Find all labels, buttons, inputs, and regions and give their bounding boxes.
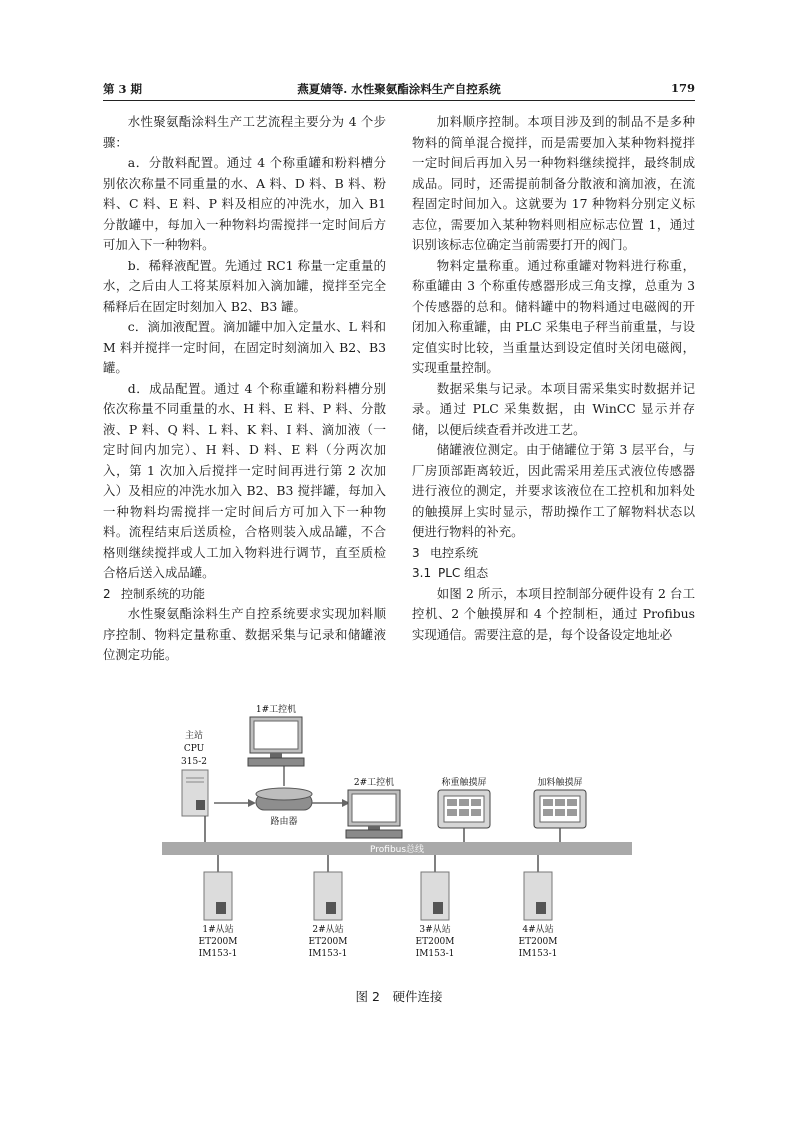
- ipc-2: [346, 776, 402, 838]
- step-c-paragraph: c．滴加液配置。滴加罐中加入定量水、L 料和 M 料并搅拌一定时间，在固定时刻滴加入 B2、B3 罐。: [103, 319, 386, 375]
- master-label-3: 315-2: [181, 757, 207, 767]
- master-station: [181, 729, 208, 842]
- running-title: 燕夏婧等. 水性聚氨酯涂料生产自控系统: [297, 82, 501, 96]
- slave-name: 1#从站: [202, 925, 234, 935]
- plc-config-paragraph: 如图 2 所示，本项目控制部分硬件设有 2 台工控机、2 个触摸屏和 4 个控制柜，通过 Profibus 实现通信。需要注意的是，每个设备设定地址必: [412, 585, 695, 642]
- slave-station: [416, 855, 455, 959]
- slave-stations: [199, 855, 558, 959]
- section-2-paragraph: 水性聚氨酯涂料生产自控系统要求实现加料顺序控制、物料定量称重、数据采集与记录和储罐液位测定功能。: [103, 606, 386, 662]
- section-2-heading: [103, 584, 386, 605]
- slave-model: ET200M: [415, 937, 455, 947]
- slave-model: ET200M: [198, 937, 238, 947]
- section-3-heading: [412, 543, 695, 564]
- hardware-connection-figure: [120, 700, 680, 1000]
- slave-name: 2#从站: [312, 925, 344, 935]
- intro-paragraph: 水性聚氨酯涂料生产工艺流程主要分为 4 个步骤：: [103, 114, 386, 150]
- router: [256, 788, 312, 827]
- master-label-1: 主站: [184, 731, 204, 741]
- slave-name: 4#从站: [522, 925, 554, 935]
- section-3-title: 电控系统: [430, 545, 479, 560]
- ipc1-label: 1#工控机: [255, 705, 297, 715]
- slave-module: IM153-1: [415, 949, 455, 959]
- page-number: 179: [670, 81, 695, 95]
- hardware-diagram: [120, 700, 680, 970]
- master-label-2: CPU: [183, 744, 205, 754]
- slave-station: [519, 855, 558, 959]
- slave-station: [199, 855, 238, 959]
- step-a-paragraph: a．分散料配置。通过 4 个称重罐和粉料槽分别依次称量不同重量的水、A 料、D 料、B 料、粉料、C 料、E 料、P 料及相应的冲洗水，加入 B1 分散罐中，每加入一种物料均需搅拌一定时间后方可加入下一种物料。: [103, 155, 386, 252]
- ipc2-label: 2#工控机: [353, 778, 395, 788]
- slave-name: 3#从站: [419, 925, 451, 935]
- issue-number: 第 3 期: [103, 82, 143, 96]
- router-label: 路由器: [270, 817, 298, 827]
- header-rule: [103, 100, 695, 101]
- running-header: [103, 78, 695, 100]
- slave-station: [309, 855, 348, 959]
- slave-model: ET200M: [308, 937, 348, 947]
- sequence-control-paragraph: 加料顺序控制。本项目涉及到的制品不是多种物料的简单混合搅拌，而是需要加入某种物料搅拌一定时间后再加入另一种物料继续搅拌，最终制成成品。同时，还需提前制备分散液和滴加液，在流程固定时间加入。这就要为 17 种物料分别定义标志位，需要加入某种物料则相应标志位置 1，通过识别该标志位确定当前需要打开的阀门。: [412, 114, 695, 252]
- hmi1-label: 称重触摸屏: [441, 778, 487, 788]
- section-3-1-number: 3.1: [412, 566, 432, 580]
- bus-label: Profibus总线: [370, 845, 425, 855]
- slave-module: IM153-1: [308, 949, 348, 959]
- section-3-1-heading: [412, 563, 695, 584]
- section-2-title: 控制系统的功能: [121, 586, 206, 601]
- section-3-1-title: PLC 组态: [438, 566, 489, 580]
- slave-model: ET200M: [518, 937, 558, 947]
- left-column: [103, 112, 386, 666]
- level-measure-paragraph: 储罐液位测定。由于储罐位于第 3 层平台，与厂房顶部距离较近，因此需采用差压式液位传感器进行液位的测定，并要求该液位在工控机和加料处的触摸屏上实时显示，帮助操作工了解物料状态以便进行物料的补充。: [412, 442, 695, 539]
- weighing-paragraph: 物料定量称重。通过称重罐对物料进行称重，称重罐由 3 个称重传感器形成三角支撑，总重为 3 个传感器的总和。储料罐中的物料通过电磁阀的开闭加入称重罐，由 PLC 采集电子秤当前重量，与设定值实时比较，当重量达到设定值时关闭电磁阀，实现重量控制。: [412, 257, 695, 375]
- slave-module: IM153-1: [518, 949, 558, 959]
- hmi-weighing: [438, 776, 490, 842]
- step-d-paragraph: d．成品配置。通过 4 个称重罐和粉料槽分别依次称量不同重量的水、H 料、E 料、P 料、分散液、P 料、Q 料、L 料、K 料、I 料、滴加液（一定时间内加完）、H 料、D 料、E 料（分两次加入，第 1 次加入后搅拌一定时间再进行第 2 次加入）及相应的冲洗水加入 B2、B3 搅拌罐，每加入一种物料均需搅拌一定时间后方可加入下一种物料。流程结束后送质检，合格则装入成品罐，不合格则继续搅拌或人工加入物料进行调节，直至质检合格后送入成品罐。: [103, 380, 386, 580]
- hmi-feeding: [534, 776, 586, 842]
- right-column: [412, 112, 695, 645]
- section-2-number: 2: [103, 586, 111, 601]
- data-logging-paragraph: 数据采集与记录。本项目需采集实时数据并记录。通过 PLC 采集数据，由 WinCC 显示并存储，以便后续查看并改进工艺。: [412, 380, 695, 437]
- figure-caption: 图 2 硬件连接: [355, 989, 443, 1004]
- slave-module: IM153-1: [198, 949, 238, 959]
- step-b-paragraph: b．稀释液配置。先通过 RC1 称量一定重量的水，之后由人工将某原料加入滴加罐，搅拌至完全稀释后在固定时刻加入 B2、B3 罐。: [103, 257, 386, 314]
- ipc-1: [248, 703, 304, 766]
- hmi2-label: 加料触摸屏: [537, 778, 583, 788]
- section-3-number: 3: [412, 545, 420, 560]
